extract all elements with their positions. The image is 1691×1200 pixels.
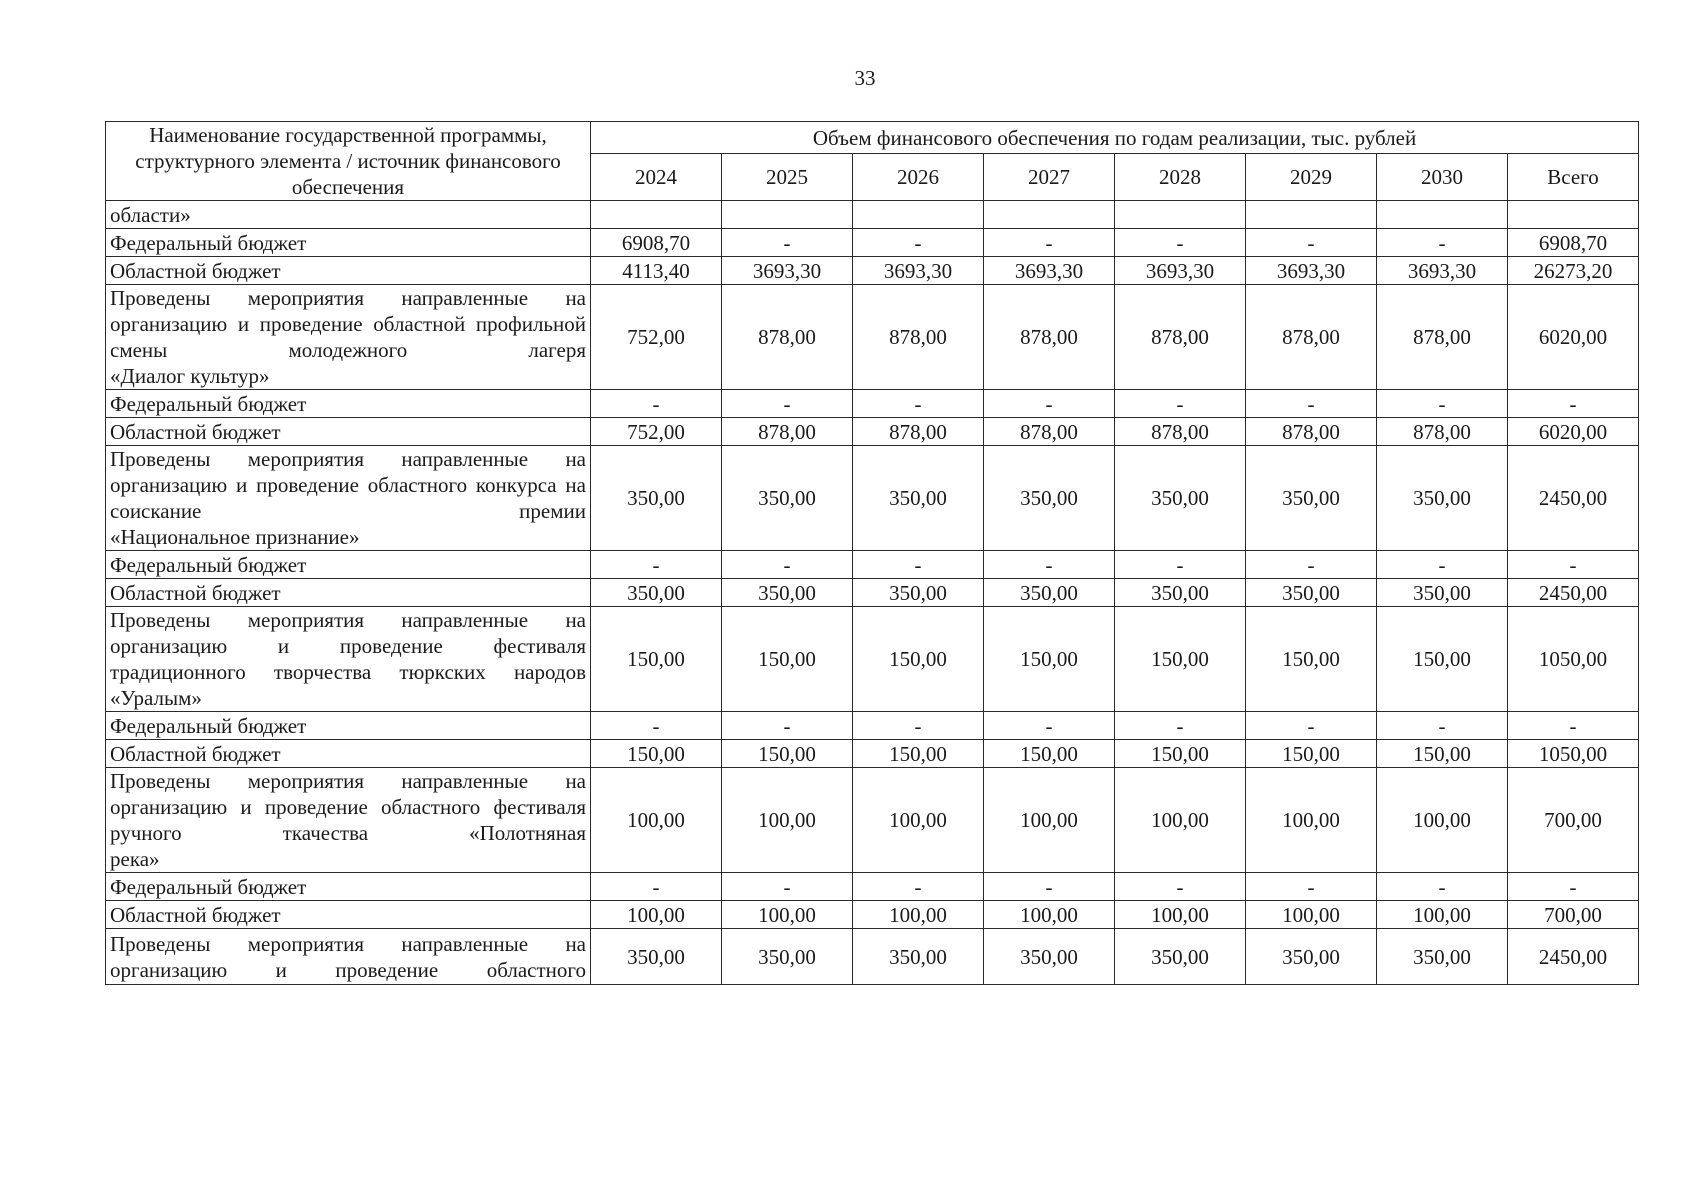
year-value-cell: 350,00	[1246, 929, 1377, 985]
table-row	[106, 740, 1639, 768]
table-row	[106, 285, 1639, 390]
event-name-cell	[106, 446, 591, 551]
table-row	[106, 418, 1639, 446]
funding-source-cell: Федеральный бюджет	[106, 873, 591, 901]
year-value-cell: -	[853, 873, 984, 901]
event-name-text: Проведены мероприятия направленные на организацию и проведение областного	[110, 931, 586, 982]
year-value-cell: 350,00	[853, 579, 984, 607]
continued-name-cell: области»	[106, 201, 591, 229]
year-value-cell	[853, 201, 984, 229]
table-row	[106, 607, 1639, 712]
table-row	[106, 390, 1639, 418]
year-value-cell: -	[722, 551, 853, 579]
year-value-cell: -	[1115, 712, 1246, 740]
year-value-cell: -	[722, 712, 853, 740]
year-value-cell: -	[853, 551, 984, 579]
year-value-cell: 878,00	[722, 418, 853, 446]
funding-source-cell: Областной бюджет	[106, 901, 591, 929]
year-value-cell: 3693,30	[984, 257, 1115, 285]
total-value-cell: 700,00	[1508, 901, 1639, 929]
year-value-cell: -	[1246, 551, 1377, 579]
year-value-cell: -	[722, 229, 853, 257]
year-value-cell: -	[1377, 873, 1508, 901]
table-row	[106, 579, 1639, 607]
year-value-cell: 878,00	[984, 418, 1115, 446]
table-row	[106, 446, 1639, 551]
year-value-cell: 878,00	[722, 285, 853, 390]
year-value-cell: 100,00	[1377, 768, 1508, 873]
total-value-cell: 6020,00	[1508, 285, 1639, 390]
table-row	[106, 551, 1639, 579]
total-value-cell: 6908,70	[1508, 229, 1639, 257]
year-value-cell: 150,00	[722, 740, 853, 768]
year-value-cell: 100,00	[1246, 768, 1377, 873]
year-value-cell: 3693,30	[1377, 257, 1508, 285]
total-value-cell: -	[1508, 551, 1639, 579]
year-value-cell: -	[591, 873, 722, 901]
table-row	[106, 768, 1639, 873]
year-value-cell: -	[591, 390, 722, 418]
year-value-cell: -	[984, 390, 1115, 418]
year-value-cell: 350,00	[591, 929, 722, 985]
year-value-cell: 350,00	[722, 929, 853, 985]
year-header: 2025	[722, 154, 853, 201]
total-value-cell: 700,00	[1508, 768, 1639, 873]
year-value-cell: 752,00	[591, 418, 722, 446]
year-value-cell: 350,00	[722, 579, 853, 607]
year-value-cell: 150,00	[853, 607, 984, 712]
year-value-cell: 878,00	[984, 285, 1115, 390]
year-value-cell: 150,00	[1115, 607, 1246, 712]
year-value-cell: 350,00	[1377, 446, 1508, 551]
year-value-cell: 350,00	[591, 446, 722, 551]
year-value-cell: -	[1246, 712, 1377, 740]
event-name-cell	[106, 768, 591, 873]
year-value-cell: -	[1115, 551, 1246, 579]
year-value-cell: 100,00	[984, 901, 1115, 929]
year-value-cell: 350,00	[853, 446, 984, 551]
funding-source-cell: Федеральный бюджет	[106, 551, 591, 579]
year-value-cell: 350,00	[591, 579, 722, 607]
year-value-cell: 350,00	[853, 929, 984, 985]
year-value-cell: -	[722, 390, 853, 418]
event-name-text: Проведены мероприятия направленные на организацию и проведение фестиваля традиционного творчества тюркских народов	[110, 608, 586, 684]
event-name-cell	[106, 285, 591, 390]
year-value-cell: 150,00	[853, 740, 984, 768]
year-value-cell: -	[1377, 712, 1508, 740]
table-row	[106, 257, 1639, 285]
year-value-cell: -	[1377, 551, 1508, 579]
funding-source-cell: Федеральный бюджет	[106, 712, 591, 740]
year-value-cell: 350,00	[1115, 929, 1246, 985]
total-value-cell: -	[1508, 712, 1639, 740]
year-value-cell: 100,00	[1115, 901, 1246, 929]
event-name-cell	[106, 929, 591, 985]
year-value-cell: 150,00	[984, 607, 1115, 712]
year-header: 2027	[984, 154, 1115, 201]
table-header	[106, 122, 1639, 201]
event-name-text: Проведены мероприятия направленные на организацию и проведение областной профильной смены молодежного лагеря	[110, 286, 586, 362]
year-value-cell: 350,00	[1377, 929, 1508, 985]
table-row	[106, 201, 1639, 229]
year-value-cell: 100,00	[722, 768, 853, 873]
year-value-cell: -	[984, 229, 1115, 257]
year-value-cell: 3693,30	[853, 257, 984, 285]
year-value-cell: -	[1115, 873, 1246, 901]
event-name-last-line: «Уралым»	[110, 686, 202, 710]
year-value-cell: 100,00	[591, 901, 722, 929]
year-value-cell: 150,00	[1377, 740, 1508, 768]
year-value-cell: 150,00	[1115, 740, 1246, 768]
financing-table	[105, 121, 1639, 985]
year-value-cell: -	[984, 551, 1115, 579]
table-row	[106, 229, 1639, 257]
event-name-last-line: «Национальное признание»	[110, 525, 360, 549]
year-value-cell: 150,00	[722, 607, 853, 712]
year-header: 2024	[591, 154, 722, 201]
year-value-cell: -	[1246, 229, 1377, 257]
year-value-cell: 878,00	[853, 285, 984, 390]
event-name-last-line: река»	[110, 847, 160, 871]
year-value-cell: 3693,30	[722, 257, 853, 285]
total-value-cell: 2450,00	[1508, 929, 1639, 985]
year-value-cell: 878,00	[1377, 418, 1508, 446]
table-body	[106, 201, 1639, 985]
year-value-cell: 150,00	[591, 740, 722, 768]
funding-source-cell: Областной бюджет	[106, 579, 591, 607]
funding-source-cell: Областной бюджет	[106, 257, 591, 285]
total-header: Всего	[1508, 154, 1639, 201]
year-value-cell: 100,00	[853, 768, 984, 873]
year-value-cell	[1115, 201, 1246, 229]
year-value-cell: -	[853, 390, 984, 418]
year-value-cell: 150,00	[1246, 607, 1377, 712]
total-value-cell: 2450,00	[1508, 446, 1639, 551]
year-value-cell: -	[853, 229, 984, 257]
year-value-cell: -	[1115, 229, 1246, 257]
name-column-header: Наименование государственной программы, структурного элемента / источник финансового обеспечения	[106, 122, 591, 201]
year-value-cell: 100,00	[984, 768, 1115, 873]
year-header: 2026	[853, 154, 984, 201]
total-value-cell: 1050,00	[1508, 607, 1639, 712]
page-number: 33	[854, 66, 876, 90]
year-value-cell: 350,00	[984, 929, 1115, 985]
year-value-cell	[591, 201, 722, 229]
year-value-cell: 3693,30	[1246, 257, 1377, 285]
year-value-cell: 878,00	[1246, 285, 1377, 390]
year-value-cell	[722, 201, 853, 229]
total-value-cell: 1050,00	[1508, 740, 1639, 768]
total-value-cell: 2450,00	[1508, 579, 1639, 607]
year-value-cell: 100,00	[1246, 901, 1377, 929]
year-value-cell: 100,00	[722, 901, 853, 929]
year-value-cell: -	[1246, 873, 1377, 901]
event-name-last-line: «Диалог культур»	[110, 364, 270, 388]
funding-source-cell: Областной бюджет	[106, 740, 591, 768]
year-value-cell: 878,00	[853, 418, 984, 446]
year-value-cell: 100,00	[591, 768, 722, 873]
total-value-cell: 6020,00	[1508, 418, 1639, 446]
year-value-cell: -	[1377, 390, 1508, 418]
table-row	[106, 873, 1639, 901]
event-name-cell	[106, 607, 591, 712]
year-value-cell: 150,00	[1246, 740, 1377, 768]
year-value-cell: -	[1377, 229, 1508, 257]
year-value-cell: 350,00	[1115, 446, 1246, 551]
year-value-cell: -	[591, 551, 722, 579]
year-value-cell	[1377, 201, 1508, 229]
year-value-cell: -	[591, 712, 722, 740]
table-row	[106, 901, 1639, 929]
year-value-cell: 350,00	[1246, 446, 1377, 551]
year-value-cell: 100,00	[1377, 901, 1508, 929]
funding-source-cell: Федеральный бюджет	[106, 229, 591, 257]
year-value-cell: -	[1115, 390, 1246, 418]
year-value-cell: -	[722, 873, 853, 901]
year-value-cell: 350,00	[1377, 579, 1508, 607]
year-header: 2029	[1246, 154, 1377, 201]
year-value-cell: 3693,30	[1115, 257, 1246, 285]
year-value-cell: 100,00	[1115, 768, 1246, 873]
year-value-cell: -	[853, 712, 984, 740]
year-header: 2030	[1377, 154, 1508, 201]
year-value-cell: 878,00	[1377, 285, 1508, 390]
funding-source-cell: Федеральный бюджет	[106, 390, 591, 418]
year-value-cell: -	[1246, 390, 1377, 418]
year-value-cell: 350,00	[722, 446, 853, 551]
volume-title-header: Объем финансового обеспечения по годам реализации, тыс. рублей	[591, 122, 1639, 154]
year-value-cell: -	[984, 873, 1115, 901]
year-value-cell: 6908,70	[591, 229, 722, 257]
year-value-cell: 350,00	[984, 446, 1115, 551]
event-name-text: Проведены мероприятия направленные на организацию и проведение областного фестиваля ручного ткачества «Полотняная	[110, 769, 586, 845]
funding-source-cell: Областной бюджет	[106, 418, 591, 446]
year-value-cell: 752,00	[591, 285, 722, 390]
year-value-cell	[1246, 201, 1377, 229]
total-value-cell: 26273,20	[1508, 257, 1639, 285]
year-value-cell: 150,00	[984, 740, 1115, 768]
year-header: 2028	[1115, 154, 1246, 201]
year-value-cell: 100,00	[853, 901, 984, 929]
year-value-cell: -	[984, 712, 1115, 740]
year-value-cell: 878,00	[1115, 418, 1246, 446]
year-value-cell: 150,00	[1377, 607, 1508, 712]
year-value-cell: 150,00	[591, 607, 722, 712]
year-value-cell	[984, 201, 1115, 229]
total-value-cell: -	[1508, 873, 1639, 901]
year-value-cell: 350,00	[984, 579, 1115, 607]
year-value-cell: 350,00	[1115, 579, 1246, 607]
year-value-cell: 4113,40	[591, 257, 722, 285]
event-name-text: Проведены мероприятия направленные на организацию и проведение областного конкурса на соискание премии	[110, 447, 586, 523]
table-row	[106, 929, 1639, 985]
total-value-cell	[1508, 201, 1639, 229]
table-row	[106, 712, 1639, 740]
year-value-cell: 350,00	[1246, 579, 1377, 607]
total-value-cell: -	[1508, 390, 1639, 418]
year-value-cell: 878,00	[1115, 285, 1246, 390]
year-value-cell: 878,00	[1246, 418, 1377, 446]
